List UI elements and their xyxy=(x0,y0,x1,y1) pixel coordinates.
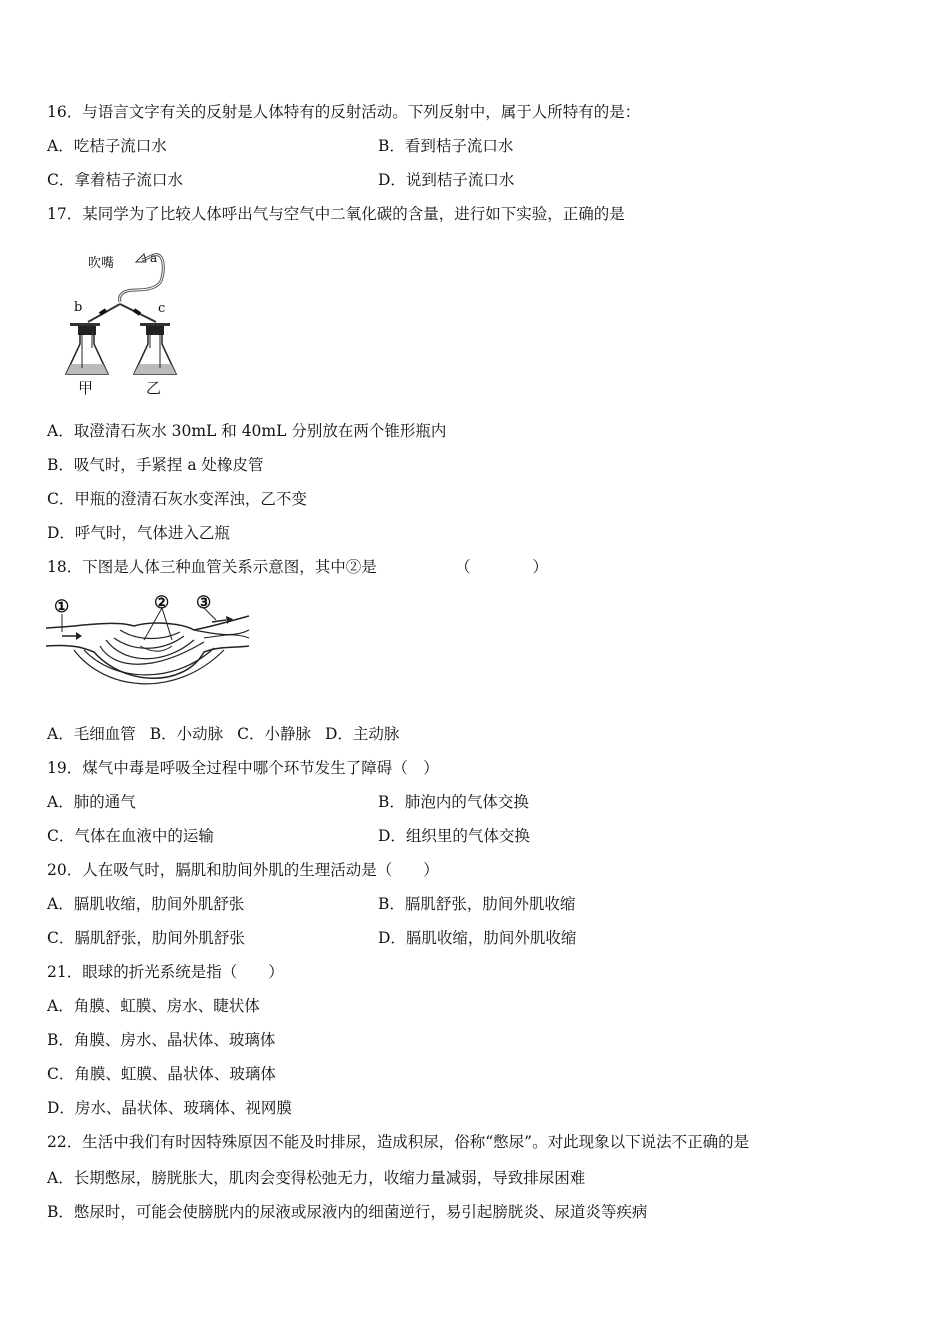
q17-option-b[interactable]: B．吸气时，手紧捏 a 处橡皮管 xyxy=(47,456,264,474)
q17-option-d[interactable]: D．呼气时，气体进入乙瓶 xyxy=(47,524,230,542)
vessel-3-label: ③ xyxy=(196,593,212,613)
q19-option-d[interactable]: D．组织里的气体交换 xyxy=(378,827,530,845)
q21-option-d[interactable]: D．房水、晶状体、玻璃体、视网膜 xyxy=(47,1099,292,1117)
q22-option-a[interactable]: A．长期憋尿，膀胱胀大，肌肉会变得松弛无力，收缩力量减弱，导致排尿困难 xyxy=(47,1169,586,1187)
q19-option-a[interactable]: A．肺的通气 xyxy=(47,793,136,811)
tube-b-label: b xyxy=(74,300,83,315)
q21-option-b[interactable]: B．角膜、房水、晶状体、玻璃体 xyxy=(47,1031,276,1049)
q17-stem: 17．某同学为了比较人体呼出气与空气中二氧化碳的含量，进行如下实验，正确的是 xyxy=(47,205,625,223)
q16-stem: 16．与语言文字有关的反射是人体特有的反射活动。下列反射中，属于人所特有的是： xyxy=(47,103,641,121)
q22-option-b[interactable]: B．憋尿时，可能会使膀胱内的尿液或尿液内的细菌逆行，易引起膀胱炎、尿道炎等疾病 xyxy=(47,1203,648,1221)
q16-option-d[interactable]: D．说到桔子流口水 xyxy=(378,171,515,189)
q18-option-a[interactable]: A．毛细血管 xyxy=(47,725,136,743)
q17-option-a[interactable]: A．取澄清石灰水 30mL 和 40mL 分别放在两个锥形瓶内 xyxy=(47,422,447,440)
q18-options-row xyxy=(47,724,399,744)
q21-option-c[interactable]: C．角膜、虹膜、晶状体、玻璃体 xyxy=(47,1065,276,1083)
q20-option-b[interactable]: B．膈肌舒张，肋间外肌收缩 xyxy=(378,895,576,913)
q21-option-a[interactable]: A．角膜、虹膜、房水、睫状体 xyxy=(47,997,260,1015)
q19-option-b[interactable]: B．肺泡内的气体交换 xyxy=(378,793,529,811)
q21-stem: 21．眼球的折光系统是指（ ） xyxy=(47,963,284,981)
q20-stem: 20．人在吸气时，膈肌和肋间外肌的生理活动是（ ） xyxy=(47,861,439,879)
q16-option-a[interactable]: A．吃桔子流口水 xyxy=(47,137,167,155)
vessel-2-label: ② xyxy=(154,593,170,613)
q18-option-b[interactable]: B．小动脉 xyxy=(149,725,224,743)
flask-experiment-figure xyxy=(60,248,190,398)
q20-option-d[interactable]: D．膈肌收缩，肋间外肌收缩 xyxy=(378,929,577,947)
tube-c-label: c xyxy=(158,301,166,316)
q16-option-c[interactable]: C．拿着桔子流口水 xyxy=(47,171,183,189)
q22-stem: 22．生活中我们有时因特殊原因不能及时排尿，造成积尿，俗称“憋尿”。对此现象以下说法不正确的是 xyxy=(47,1133,750,1151)
left-flask-label: 甲 xyxy=(78,379,94,397)
q17-option-c[interactable]: C．甲瓶的澄清石灰水变浑浊，乙不变 xyxy=(47,490,307,508)
q16-option-b[interactable]: B．看到桔子流口水 xyxy=(378,137,514,155)
mouthpiece-label: 吹嘴 xyxy=(88,256,115,271)
q18-stem: 18．下图是人体三种血管关系示意图，其中②是 xyxy=(47,558,377,576)
q19-stem: 19．煤气中毒是呼吸全过程中哪个环节发生了障碍（ ） xyxy=(47,759,439,777)
tube-a-label: a xyxy=(150,251,158,265)
q20-option-c[interactable]: C．膈肌舒张，肋间外肌舒张 xyxy=(47,929,245,947)
q19-option-c[interactable]: C．气体在血液中的运输 xyxy=(47,827,214,845)
vessel-1-label: ① xyxy=(54,597,70,617)
right-flask-label: 乙 xyxy=(146,379,162,397)
q18-option-d[interactable]: D．主动脉 xyxy=(324,725,400,743)
blood-vessel-figure xyxy=(44,590,254,710)
q20-option-a[interactable]: A．膈肌收缩，肋间外肌舒张 xyxy=(47,895,245,913)
q18-answer-blank: （ ） xyxy=(455,558,549,576)
q18-option-c[interactable]: C．小静脉 xyxy=(237,725,311,743)
